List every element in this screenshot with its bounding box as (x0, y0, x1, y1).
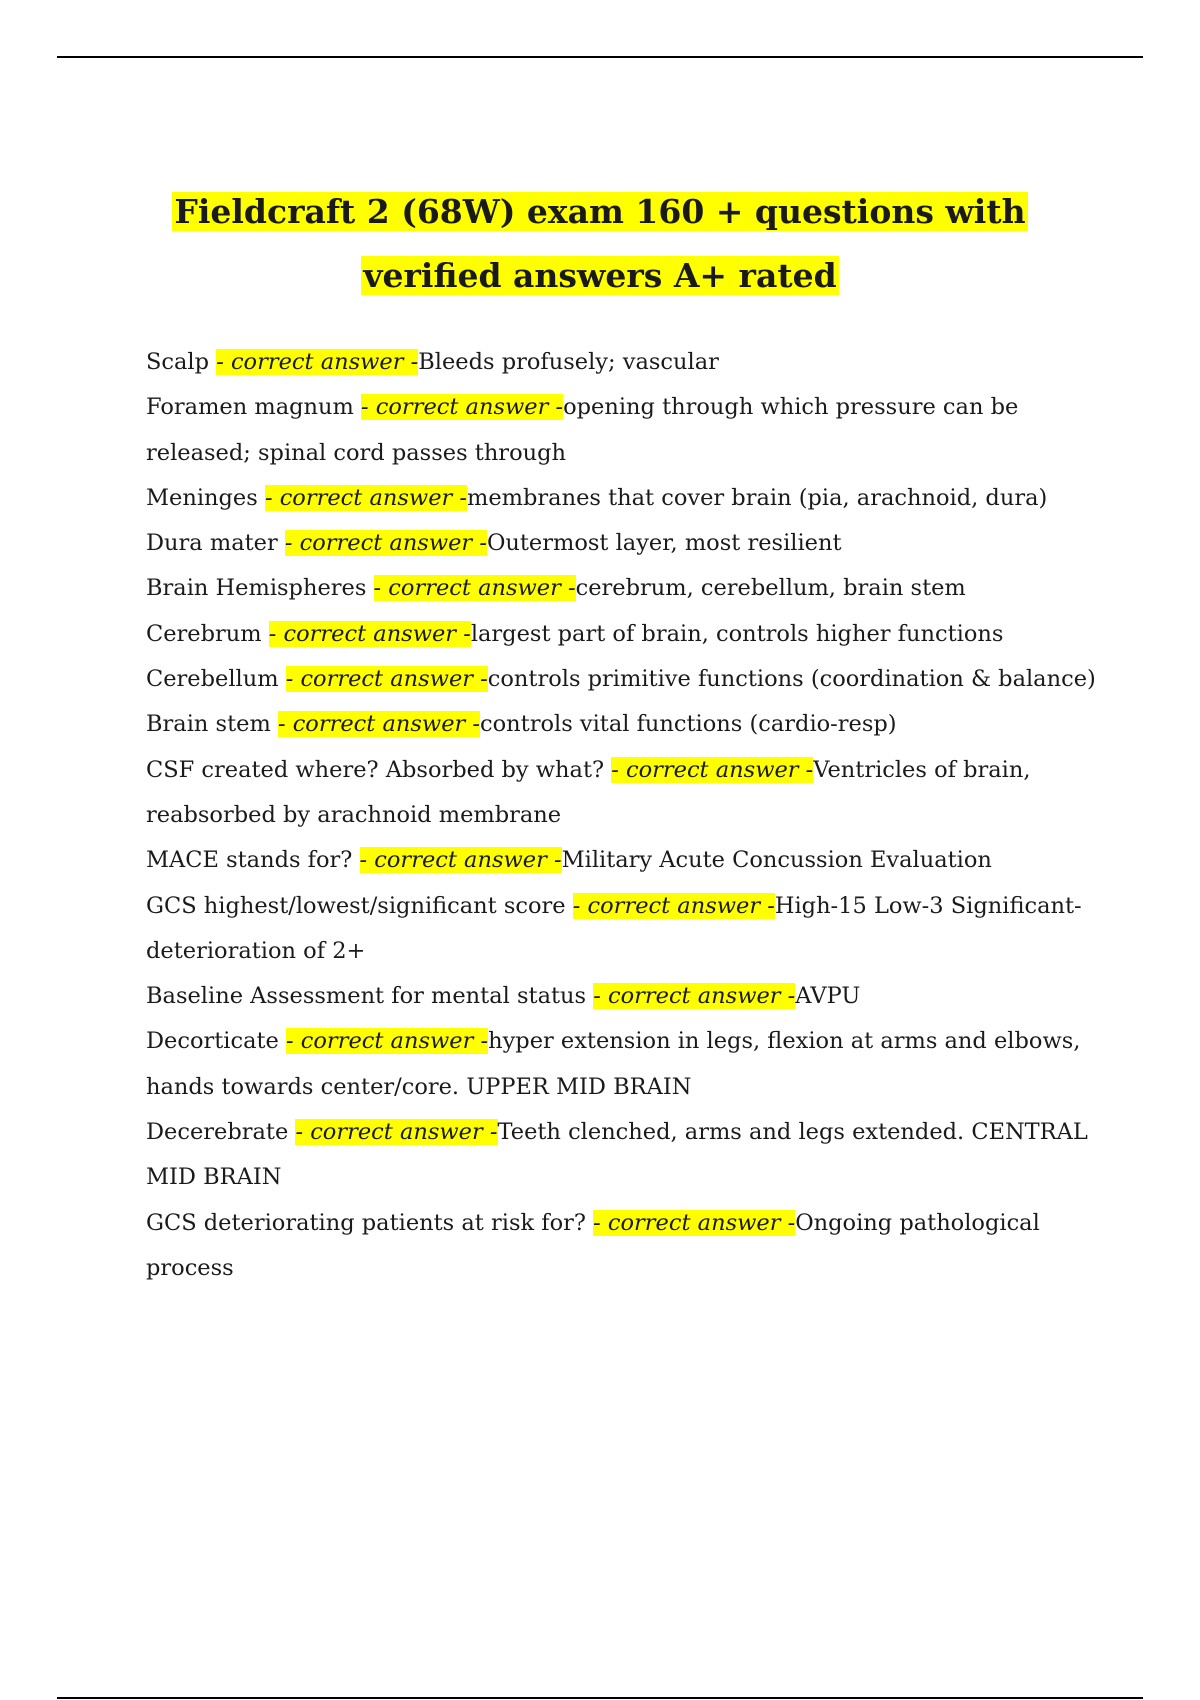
qa-entry (146, 566, 1096, 611)
footer-rule (57, 1697, 1143, 1699)
entry-term: Cerebrum (146, 620, 262, 647)
entry-term: Baseline Assessment for mental status (146, 983, 587, 1010)
entry-term: MACE stands for? (146, 847, 353, 874)
answer-marker: - correct answer - (611, 756, 814, 783)
answer-marker: - correct answer - (361, 394, 564, 421)
answer-marker: - correct answer - (284, 530, 487, 557)
entry-answer: controls primitive functions (coordination & balance) (487, 666, 1096, 693)
entry-answer: Ongoing pathological process (146, 1209, 1040, 1281)
qa-entry (146, 340, 1096, 385)
entry-term: Dura mater (146, 530, 278, 557)
entry-term: Decorticate (146, 1028, 279, 1055)
title-line-2: verified answers A+ rated (363, 256, 837, 295)
answer-marker: - correct answer - (295, 1119, 498, 1146)
entry-answer: High-15 Low-3 Significant-deterioration of 2+ (146, 892, 1082, 964)
qa-entry (146, 1110, 1096, 1201)
qa-entry (146, 521, 1096, 566)
answer-marker: - correct answer - (285, 666, 488, 693)
qa-entry (146, 702, 1096, 747)
qa-entry (146, 385, 1096, 476)
answer-marker: - correct answer - (572, 892, 775, 919)
answer-marker: - correct answer - (593, 983, 796, 1010)
answer-marker: - correct answer - (264, 484, 468, 511)
qa-entry (146, 476, 1096, 521)
answer-marker: - correct answer - (216, 349, 419, 375)
qa-entry (146, 612, 1096, 657)
entry-term: GCS deteriorating patients at risk for? (146, 1209, 586, 1236)
entry-term: Meninges (146, 484, 258, 511)
entry-answer: Teeth clenched, arms and legs extended. CENTRAL MID BRAIN (146, 1119, 1088, 1191)
answer-marker: - correct answer - (277, 711, 481, 738)
qa-entry (146, 884, 1096, 975)
qa-entry (146, 838, 1096, 883)
entry-term: Decerebrate (146, 1119, 289, 1146)
qa-entry (146, 748, 1096, 839)
answer-marker: - correct answer - (268, 620, 471, 647)
entry-answer: membranes that cover brain (pia, arachnoid, dura) (467, 484, 1048, 511)
qa-entry (146, 1019, 1096, 1110)
entry-answer: controls vital functions (cardio-resp) (480, 711, 897, 738)
entry-answer: largest part of brain, controls higher functions (470, 620, 1004, 647)
answer-marker: - correct answer - (359, 847, 562, 874)
entry-term: GCS highest/lowest/significant score (146, 892, 566, 919)
entry-answer: cerebrum, cerebellum, brain stem (575, 575, 966, 602)
header-rule (57, 56, 1143, 58)
answer-marker: - correct answer - (286, 1028, 489, 1055)
entry-answer: Military Acute Concussion Evaluation (561, 847, 992, 874)
entry-answer: opening through which pressure can be released; spinal cord passes through (146, 394, 1019, 466)
qa-entry (146, 974, 1096, 1019)
entry-answer: Outermost layer, most resilient (486, 530, 842, 557)
answer-marker: - correct answer - (593, 1209, 796, 1236)
entry-term: Cerebellum (146, 666, 279, 693)
qa-entry (146, 1201, 1096, 1292)
entry-answer: Bleeds profusely; vascular (418, 349, 719, 375)
entry-answer: hyper extension in legs, flexion at arms and elbows, hands towards center/core. UPPER MID BRAIN (146, 1028, 1081, 1100)
qa-list (146, 340, 1096, 1291)
entry-term: Brain stem (146, 711, 271, 738)
entry-term: Scalp (146, 349, 210, 375)
entry-answer: Ventricles of brain, reabsorbed by arachnoid membrane (146, 756, 1031, 828)
entry-term: Brain Hemispheres (146, 575, 367, 602)
entry-answer: AVPU (795, 983, 861, 1010)
entry-term: CSF created where? Absorbed by what? (146, 756, 605, 783)
page-title (100, 180, 1100, 308)
answer-marker: - correct answer - (373, 575, 576, 602)
entry-term: Foramen magnum (146, 394, 354, 421)
title-line-1: Fieldcraft 2 (68W) exam 160 + questions with (174, 192, 1026, 231)
qa-entry (146, 657, 1096, 702)
